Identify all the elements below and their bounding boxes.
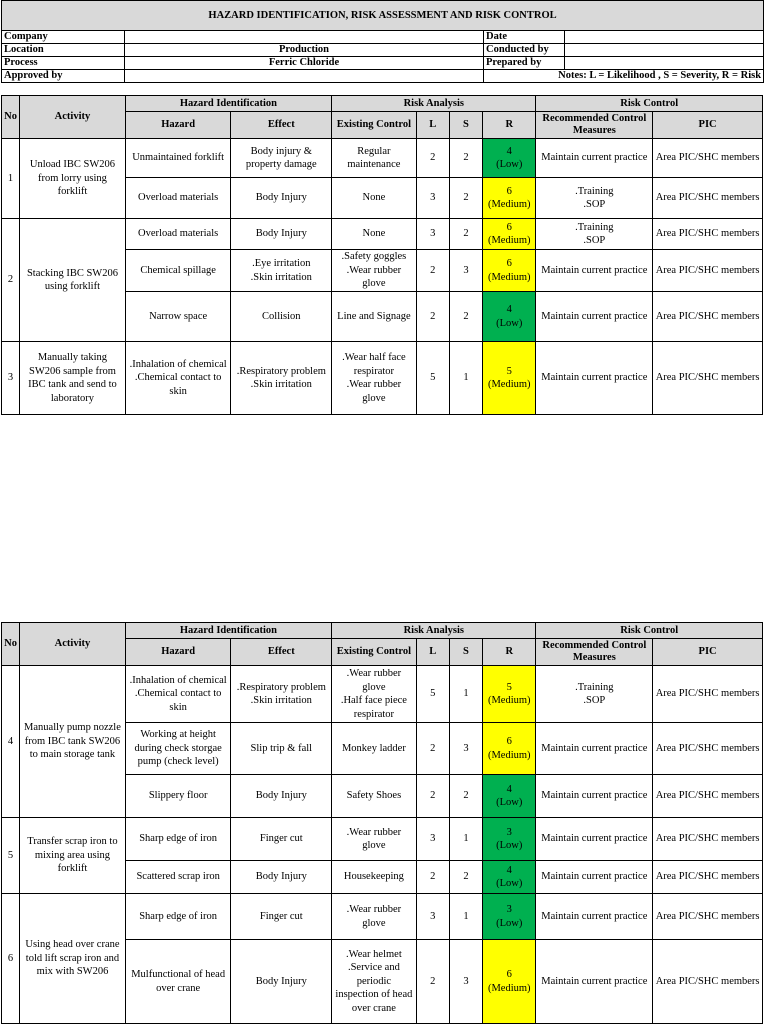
risk-level: (Low) [496,317,523,329]
recommended-control-cell: Maintain current practice [536,292,653,342]
approved-value [125,70,484,83]
col-l: L [416,112,449,139]
effect-cell: .Respiratory problem .Skin irritation [231,342,332,415]
likelihood-cell: 3 [416,178,449,219]
existing-control-cell: .Wear helmet .Service and periodic inspection of head over crane [332,940,417,1024]
risk-level: (Low) [496,878,523,889]
hazard-cell: Unmaintained forklift [125,139,231,178]
prepared-label: Prepared by [484,57,565,70]
hazard-cell: .Inhalation of chemical .Chemical contact to skin [125,342,231,415]
pic-cell: Area PIC/SHC members [653,292,763,342]
effect-cell: Body Injury [231,940,332,1024]
group-risk-analysis: Risk Analysis [332,623,536,639]
approved-label: Approved by [2,70,125,83]
recommended-control-cell: Maintain current practice [536,894,653,940]
existing-control-cell: None [332,219,417,250]
recommended-control-cell: Maintain current practice [536,861,653,894]
col-effect: Effect [231,639,332,666]
recommended-control-cell: .Training .SOP [536,219,653,250]
group-hazard-identification: Hazard Identification [125,96,331,112]
severity-cell: 2 [449,775,482,818]
process-value: Ferric Chloride [125,57,484,70]
severity-cell: 1 [449,666,482,723]
existing-control-cell: Safety Shoes [332,775,417,818]
severity-cell: 2 [449,178,482,219]
recommended-control-cell: Maintain current practice [536,775,653,818]
recommended-control-cell: Maintain current practice [536,342,653,415]
likelihood-cell: 3 [416,818,449,861]
pic-cell: Area PIC/SHC members [653,940,763,1024]
recommended-control-cell: Maintain current practice [536,250,653,292]
col-recommended: Recommended Control Measures [536,112,653,139]
location-label: Location [2,44,125,57]
risk-level: (Medium) [487,749,531,761]
effect-cell: Body Injury [231,178,332,219]
effect-cell: .Respiratory problem .Skin irritation [231,666,332,723]
table-row [2,219,763,250]
col-existing-control: Existing Control [332,639,417,666]
process-label: Process [2,57,125,70]
hazard-cell: Mulfunctional of head over crane [125,940,231,1024]
col-l: L [416,639,449,666]
risk-score: 4 [506,145,512,157]
hazard-cell: .Inhalation of chemical .Chemical contact to skin [125,666,231,723]
risk-cell [483,861,536,894]
risk-score: 6 [506,969,512,980]
risk-cell [483,292,536,342]
company-value [125,31,484,44]
likelihood-cell: 2 [416,139,449,178]
col-s: S [449,112,482,139]
activity-description: Using head over crane told lift scrap iron and mix with SW206 [20,894,126,1024]
activity-number: 6 [2,894,20,1024]
date-value [565,31,764,44]
severity-cell: 2 [449,861,482,894]
risk-score: 6 [506,185,512,197]
recommended-control-cell: Maintain current practice [536,818,653,861]
existing-control-cell: Monkey ladder [332,723,417,775]
risk-level: (Low) [496,917,523,929]
risk-cell [483,940,536,1024]
effect-cell: .Eye irritation .Skin irritation [231,250,332,292]
hazard-cell: Chemical spillage [125,250,231,292]
table-row [2,818,763,861]
company-label: Company [2,31,125,44]
severity-cell: 1 [449,342,482,415]
likelihood-cell: 2 [416,250,449,292]
likelihood-cell: 2 [416,775,449,818]
existing-control-cell: Regular maintenance [332,139,417,178]
col-activity: Activity [20,96,126,139]
likelihood-cell: 5 [416,342,449,415]
hazard-cell: Scattered scrap iron [125,861,231,894]
col-pic: PIC [653,112,763,139]
col-r: R [483,639,536,666]
recommended-control-cell: .Training .SOP [536,666,653,723]
likelihood-cell: 2 [416,292,449,342]
hazard-cell: Sharp edge of iron [125,894,231,940]
risk-score: 5 [506,681,512,693]
activity-number: 4 [2,666,20,818]
risk-cell [483,139,536,178]
risk-cell [483,775,536,818]
effect-cell: Body Injury [231,219,332,250]
risk-score: 6 [506,221,512,233]
effect-cell: Finger cut [231,894,332,940]
table-row [2,342,763,415]
risk-cell [483,250,536,292]
severity-cell: 2 [449,292,482,342]
pic-cell: Area PIC/SHC members [653,775,763,818]
activity-description: Manually taking SW206 sample from IBC tank and send to laboratory [20,342,126,415]
pic-cell: Area PIC/SHC members [653,723,763,775]
risk-score: 4 [506,864,512,876]
activity-number: 3 [2,342,20,415]
risk-level: (Medium) [487,271,531,283]
risk-score: 4 [506,783,512,795]
col-existing-control: Existing Control [332,112,417,139]
prepared-value [565,57,764,70]
effect-cell: Body Injury [231,861,332,894]
risk-score: 6 [506,736,512,747]
risk-table-1 [1,95,763,415]
likelihood-cell: 5 [416,666,449,723]
header-table [1,0,764,83]
severity-cell: 2 [449,219,482,250]
existing-control-cell: Line and Signage [332,292,417,342]
activity-description: Unload IBC SW206 from lorry using forklift [20,139,126,219]
pic-cell: Area PIC/SHC members [653,818,763,861]
col-effect: Effect [231,112,332,139]
risk-level: (Low) [496,840,523,851]
effect-cell: Slip trip & fall [231,723,332,775]
risk-level: (Medium) [487,199,531,210]
activity-description: Manually pump nozzle from IBC tank SW206 to main storage tank [20,666,126,818]
risk-score: 6 [506,258,512,269]
col-hazard: Hazard [125,639,231,666]
risk-score: 3 [506,826,512,838]
pic-cell: Area PIC/SHC members [653,250,763,292]
severity-cell: 1 [449,818,482,861]
risk-cell [483,666,536,723]
risk-score: 5 [506,365,512,377]
table-row [2,894,763,940]
risk-table-2 [1,622,763,1024]
risk-cell [483,342,536,415]
col-activity: Activity [20,623,126,666]
hazard-cell: Overload materials [125,178,231,219]
pic-cell: Area PIC/SHC members [653,219,763,250]
risk-cell [483,219,536,250]
location-value: Production [125,44,484,57]
risk-cell [483,894,536,940]
hazard-cell: Sharp edge of iron [125,818,231,861]
effect-cell: Body injury & property damage [231,139,332,178]
existing-control-cell: None [332,178,417,219]
likelihood-cell: 3 [416,219,449,250]
pic-cell: Area PIC/SHC members [653,894,763,940]
severity-cell: 3 [449,723,482,775]
table-row [2,666,763,723]
existing-control-cell: .Wear rubber glove [332,894,417,940]
likelihood-cell: 2 [416,861,449,894]
severity-cell: 1 [449,894,482,940]
existing-control-cell: .Wear rubber glove .Half face piece respirator [332,666,417,723]
risk-level: (Low) [496,159,523,170]
column-group-header-row [2,96,763,112]
hazard-cell: Overload materials [125,219,231,250]
col-no: No [2,623,20,666]
recommended-control-cell: .Training .SOP [536,178,653,219]
group-risk-control: Risk Control [536,96,763,112]
severity-cell: 3 [449,250,482,292]
col-no: No [2,96,20,139]
group-risk-control: Risk Control [536,623,763,639]
page-title: HAZARD IDENTIFICATION, RISK ASSESSMENT AND RISK CONTROL [2,1,764,31]
recommended-control-cell: Maintain current practice [536,723,653,775]
hazard-cell: Slippery floor [125,775,231,818]
conducted-value [565,44,764,57]
date-label: Date [484,31,565,44]
recommended-control-cell: Maintain current practice [536,139,653,178]
col-r: R [483,112,536,139]
hazard-cell: Narrow space [125,292,231,342]
risk-cell [483,723,536,775]
col-hazard: Hazard [125,112,231,139]
effect-cell: Collision [231,292,332,342]
risk-score: 4 [506,304,512,315]
group-risk-analysis: Risk Analysis [332,96,536,112]
activity-number: 2 [2,219,20,342]
pic-cell: Area PIC/SHC members [653,666,763,723]
notes-legend: Notes: L = Likelihood , S = Severity, R = Risk [484,70,764,83]
risk-level: (Medium) [487,982,531,994]
effect-cell: Body Injury [231,775,332,818]
risk-level: (Medium) [487,379,531,390]
activity-number: 5 [2,818,20,894]
hazard-cell: Working at height during check storgae pump (check level) [125,723,231,775]
likelihood-cell: 3 [416,894,449,940]
pic-cell: Area PIC/SHC members [653,178,763,219]
risk-cell [483,178,536,219]
existing-control-cell: .Wear rubber glove [332,818,417,861]
existing-control-cell: .Safety goggles .Wear rubber glove [332,250,417,292]
recommended-control-cell: Maintain current practice [536,940,653,1024]
table-row [2,139,763,178]
effect-cell: Finger cut [231,818,332,861]
conducted-label: Conducted by [484,44,565,57]
risk-level: (Medium) [487,235,531,246]
group-hazard-identification: Hazard Identification [125,623,331,639]
risk-score: 3 [506,904,512,915]
pic-cell: Area PIC/SHC members [653,139,763,178]
activity-number: 1 [2,139,20,219]
likelihood-cell: 2 [416,940,449,1024]
col-pic: PIC [653,639,763,666]
activity-description: Transfer scrap iron to mixing area using forklift [20,818,126,894]
risk-level: (Low) [496,797,523,808]
column-group-header-row [2,623,763,639]
existing-control-cell: Housekeeping [332,861,417,894]
pic-cell: Area PIC/SHC members [653,861,763,894]
risk-cell [483,818,536,861]
likelihood-cell: 2 [416,723,449,775]
pic-cell: Area PIC/SHC members [653,342,763,415]
risk-level: (Medium) [487,695,531,706]
severity-cell: 3 [449,940,482,1024]
col-s: S [449,639,482,666]
existing-control-cell: .Wear half face respirator .Wear rubber glove [332,342,417,415]
severity-cell: 2 [449,139,482,178]
col-recommended: Recommended Control Measures [536,639,653,666]
activity-description: Stacking IBC SW206 using forklift [20,219,126,342]
